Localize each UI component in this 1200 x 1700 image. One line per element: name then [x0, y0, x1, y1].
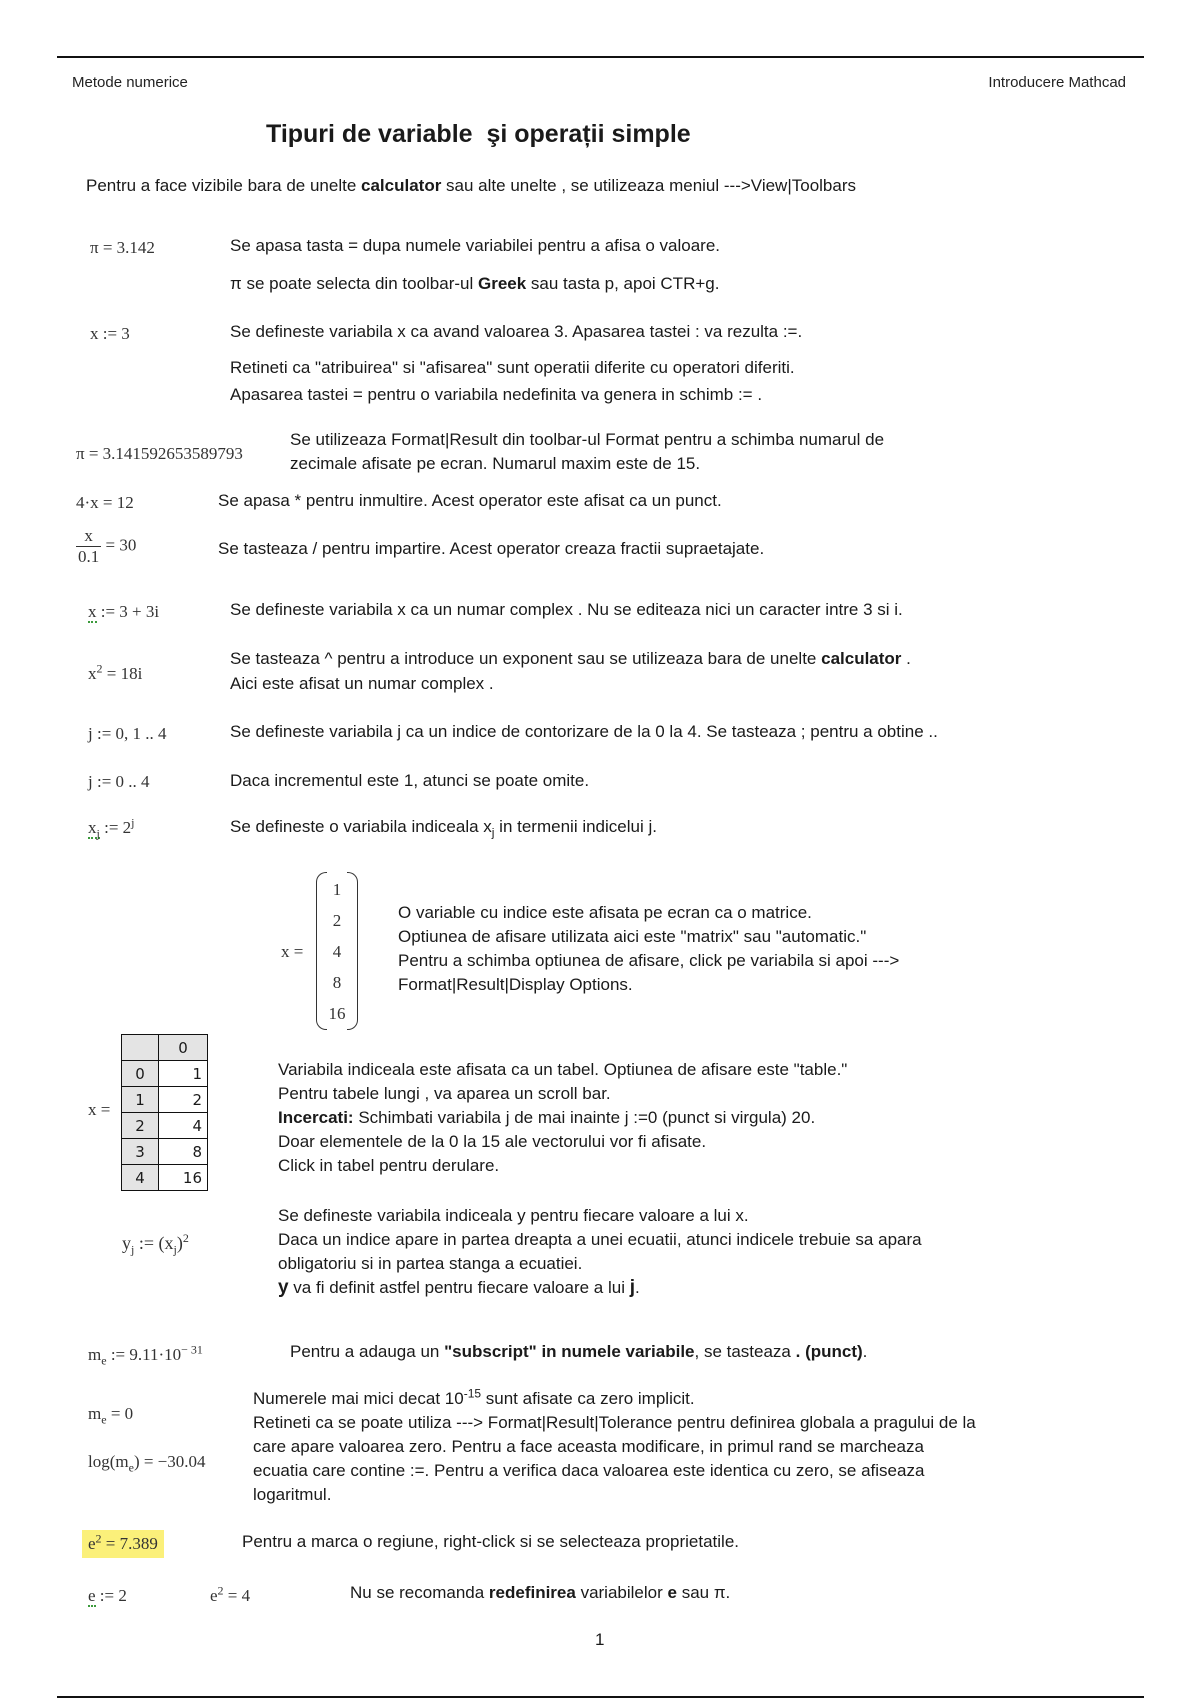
div-numerator: x — [76, 526, 101, 547]
pi-full-line-1: Se utilizeaza Format|Result din toolbar-ul Format pentru a schimba numarul de — [290, 430, 885, 449]
table-line-4: Doar elementele de la 0 la 15 ale vectorului vor fi afisate. — [278, 1132, 707, 1151]
pi-note-text: π se poate selecta din toolbar-ul Greek sau tasta p, apoi CTR+g. — [230, 274, 720, 293]
table-header-row — [122, 1035, 208, 1061]
highlight-text: Pentru a marca o regiune, right-click si se selecteaza proprietatile. — [242, 1532, 740, 1551]
matrix-line-4: Format|Result|Display Options. — [398, 975, 633, 994]
pi-eval-math: π = 3.142 — [90, 238, 155, 257]
table-line-5: Click in tabel pentru derulare. — [278, 1156, 500, 1175]
matrix-line-2: Optiunea de afisare utilizata aici este "matrix" sau "automatic." — [398, 927, 867, 946]
table-cell: 2 — [159, 1087, 208, 1113]
table-row[interactable] — [122, 1165, 208, 1191]
redef-math: e := 2 — [88, 1586, 127, 1605]
range-text: Se defineste variabila j ca un indice de contorizare de la 0 la 4. Se tasteaza ; pentru a obtine .. — [230, 722, 938, 741]
mass-text: Pentru a adauga un "subscript" in numele variabile, se tasteaza . (punct). — [290, 1342, 868, 1361]
table-row[interactable] — [122, 1139, 208, 1165]
mass-math: $m_e$ := $9.11\cdot 10^{- 31}$ — [88, 1342, 203, 1368]
table-row[interactable] — [122, 1087, 208, 1113]
table-col-header: 0 — [159, 1035, 208, 1061]
zero-eq-1: $m_e = 0$ — [88, 1404, 134, 1427]
table-line-3: Incercati: Schimbati variabila j de mai inainte j :=0 (punct si virgula) 20. — [278, 1108, 816, 1127]
zero-line-4: ecuatia care contine :=. Pentru a verifica daca valoarea este identica cu zero, se afiseaza — [253, 1461, 925, 1480]
header-right: Introducere Mathcad — [988, 74, 1126, 91]
pi-full-math: π = 3.141592653589793 — [76, 444, 243, 463]
ydef-math: $y_j$ := $(x_j)^2$ — [122, 1231, 189, 1257]
x-def-text: Se defineste variabila x ca avand valoarea 3. Apasarea tastei : va rezulta :=. — [230, 322, 803, 341]
page-title: Tipuri de variable şi operații simple — [266, 120, 691, 148]
range2-text: Daca incrementul este 1, atunci se poate omite. — [230, 771, 590, 790]
mult-text: Se apasa * pentru inmultire. Acest operator este afisat ca un punct. — [218, 491, 722, 510]
assign-note-2: Apasarea tastei = pentru o variabila nedefinita va genera in schimb := . — [230, 385, 763, 404]
ydef-line-2: Daca un indice apare in partea dreapta a unei ecuatii, atunci indicele trebuie sa apara — [278, 1230, 922, 1249]
matrix-label: x = — [281, 942, 304, 961]
table-cell: 4 — [159, 1113, 208, 1139]
assign-note-1: Retineti ca "atribuirea" si "afisarea" sunt operatii diferite cu operatori diferiti. — [230, 358, 795, 377]
header-left: Metode numerice — [72, 74, 188, 91]
indexed-math: $x_j$ := $2^j$ — [88, 815, 135, 841]
mult-math: 4·x = 12 — [76, 493, 134, 512]
range-math: j := 0, 1 .. 4 — [88, 724, 167, 743]
matrix-cell: 8 — [332, 973, 342, 992]
highlighted-region[interactable]: $e^2 = 7.389$ — [82, 1530, 164, 1558]
ydef-line-4: y va fi definit astfel pentru fiecare valoare a lui j. — [278, 1277, 640, 1298]
table-cell: 1 — [159, 1061, 208, 1087]
table-cell: 8 — [159, 1139, 208, 1165]
table-row-index: 2 — [122, 1113, 159, 1139]
zero-eq-2: $\log(m_e) = -30.04$ — [88, 1452, 206, 1475]
matrix-cell: 1 — [332, 880, 342, 899]
square-text-2: Aici este afisat un numar complex . — [230, 674, 494, 693]
indexed-text: Se defineste o variabila indiceala $x_j$ in termenii indicelui j. — [230, 817, 657, 840]
div-math: $\frac{x}{0.1}$ = 30 — [78, 526, 137, 566]
ydef-line-1: Se defineste variabila indiceala y pentru fiecare valoare a lui x. — [278, 1206, 749, 1225]
bottom-rule — [57, 1696, 1144, 1698]
table-row-index: 1 — [122, 1087, 159, 1113]
table-label: x = — [88, 1100, 111, 1119]
matrix-cell: 2 — [332, 911, 342, 930]
table-line-1: Variabila indiceala este afisata ca un tabel. Optiunea de afisare este "table." — [278, 1060, 848, 1079]
matrix-cell: 4 — [332, 942, 342, 961]
matrix-cell: 16 — [328, 1004, 346, 1023]
matrix-line-1: O variable cu indice este afisata pe ecran ca o matrice. — [398, 903, 812, 922]
zero-line-3: care apare valoarea zero. Pentru a face aceasta modificare, in primul rand se marcheaza — [253, 1437, 924, 1456]
zero-line-5: logaritmul. — [253, 1485, 332, 1504]
complex-text: Se defineste variabila x ca un numar complex . Nu se editeaza nici un caracter intre 3 si i. — [230, 600, 903, 619]
div-text: Se tasteaza / pentru impartire. Acest operator creaza fractii supraetajate. — [218, 539, 765, 558]
table-row-index: 3 — [122, 1139, 159, 1165]
ydef-line-3: obligatoriu si in partea stanga a ecuatiei. — [278, 1254, 583, 1273]
table-cell: 16 — [159, 1165, 208, 1191]
redef-eq: $e^2 = 4$ — [210, 1583, 251, 1605]
table-row-index: 0 — [122, 1061, 159, 1087]
result-table[interactable] — [121, 1034, 208, 1191]
matrix-display — [316, 872, 358, 1030]
page-number: 1 — [595, 1630, 605, 1649]
table-row[interactable] — [122, 1061, 208, 1087]
matrix-line-3: Pentru a schimba optiunea de afisare, click pe variabila si apoi ---> — [398, 951, 900, 970]
zero-line-1: Numerele mai mici decat $10^{-15}$ sunt afisate ca zero implicit. — [253, 1386, 695, 1408]
top-rule — [57, 56, 1144, 58]
redef-text: Nu se recomanda redefinirea variabilelor e sau π. — [350, 1583, 731, 1602]
table-row[interactable] — [122, 1113, 208, 1139]
table-line-2: Pentru tabele lungi , va aparea un scroll bar. — [278, 1084, 611, 1103]
square-math: $x^2 = 18i$ — [88, 661, 143, 683]
pi-full-line-2: zecimale afisate pe ecran. Numarul maxim este de 15. — [290, 454, 701, 473]
x-def-math: x := 3 — [90, 324, 130, 343]
table-corner — [122, 1035, 159, 1061]
pi-eval-text: Se apasa tasta = dupa numele variabilei pentru a afisa o valoare. — [230, 236, 721, 255]
complex-math: x := 3 + 3i — [88, 602, 160, 621]
div-denominator: 0.1 — [78, 547, 100, 566]
zero-line-2: Retineti ca se poate utiliza ---> Format|Result|Tolerance pentru definirea globala a pragului de la — [253, 1413, 976, 1432]
intro-text: Pentru a face vizibile bara de unelte calculator sau alte unelte , se utilizeaza meniul --->View|Toolbars — [86, 176, 857, 195]
square-text-1: Se tasteaza ^ pentru a introduce un exponent sau se utilizeaza bara de unelte calculator . — [230, 649, 911, 668]
table-row-index: 4 — [122, 1165, 159, 1191]
range2-math: j := 0 .. 4 — [88, 772, 150, 791]
